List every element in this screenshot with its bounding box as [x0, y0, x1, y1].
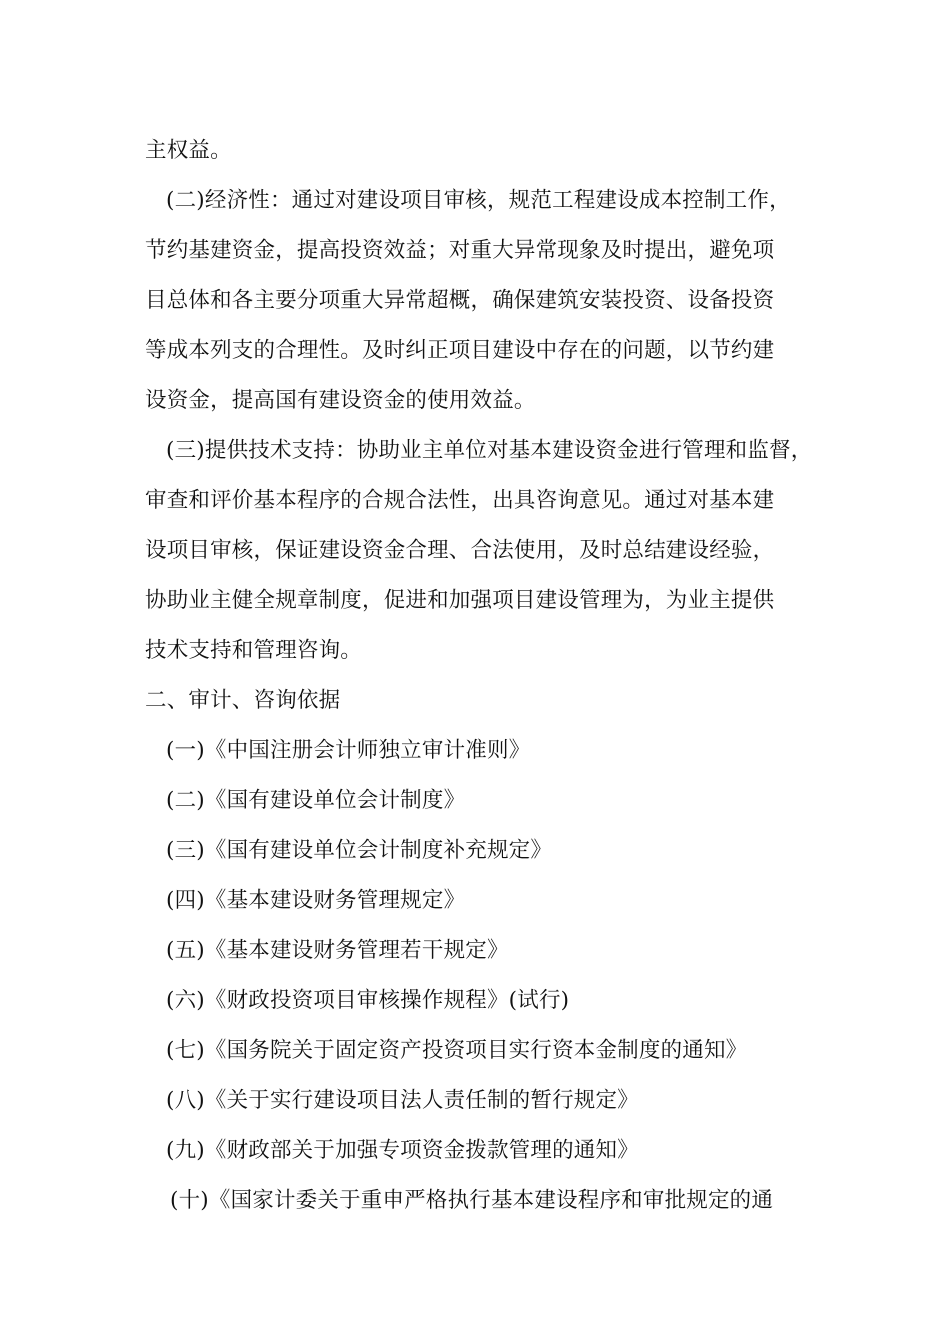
basis-list-item: (一)《中国注册会计师独立审计准则》	[166, 738, 531, 763]
text-line: 主权益。	[145, 138, 232, 163]
text-line: 协助业主健全规章制度，促进和加强项目建设管理为，为业主提供	[145, 588, 775, 613]
text-line: 技术支持和管理咨询。	[145, 638, 363, 663]
basis-list-item: (五)《基本建设财务管理若干规定》	[166, 938, 509, 963]
basis-list-item: (九)《财政部关于加强专项资金拨款管理的通知》	[166, 1138, 639, 1163]
basis-list-item: (十)《国家计委关于重申严格执行基本建设程序和审批规定的通	[170, 1188, 774, 1213]
basis-list-item: (六)《财政投资项目审核操作规程》(试行)	[166, 988, 570, 1013]
text-line: 目总体和各主要分项重大异常超概，确保建筑安装投资、设备投资	[145, 288, 775, 313]
text-line: 审查和评价基本程序的合规合法性，出具咨询意见。通过对基本建	[145, 488, 775, 513]
text-line: 设资金，提高国有建设资金的使用效益。	[145, 388, 536, 413]
text-line: 设项目审核，保证建设资金合理、合法使用，及时总结建设经验，	[145, 538, 775, 563]
text-line: 等成本列支的合理性。及时纠正项目建设中存在的问题，以节约建	[145, 338, 775, 363]
basis-list-item: (八)《关于实行建设项目法人责任制的暂行规定》	[166, 1088, 639, 1113]
basis-list-item: (四)《基本建设财务管理规定》	[166, 888, 466, 913]
paragraph-tech-support-heading: (三)提供技术支持：协助业主单位对基本建设资金进行管理和监督，	[166, 438, 813, 463]
basis-list-item: (二)《国有建设单位会计制度》	[166, 788, 466, 813]
section-heading: 二、审计、咨询依据	[145, 688, 341, 713]
text-line: 节约基建资金，提高投资效益；对重大异常现象及时提出，避免项	[145, 238, 775, 263]
paragraph-economy-heading: (二)经济性：通过对建设项目审核，规范工程建设成本控制工作，	[166, 188, 791, 213]
basis-list-item: (三)《国有建设单位会计制度补充规定》	[166, 838, 553, 863]
basis-list-item: (七)《国务院关于固定资产投资项目实行资本金制度的通知》	[166, 1038, 748, 1063]
